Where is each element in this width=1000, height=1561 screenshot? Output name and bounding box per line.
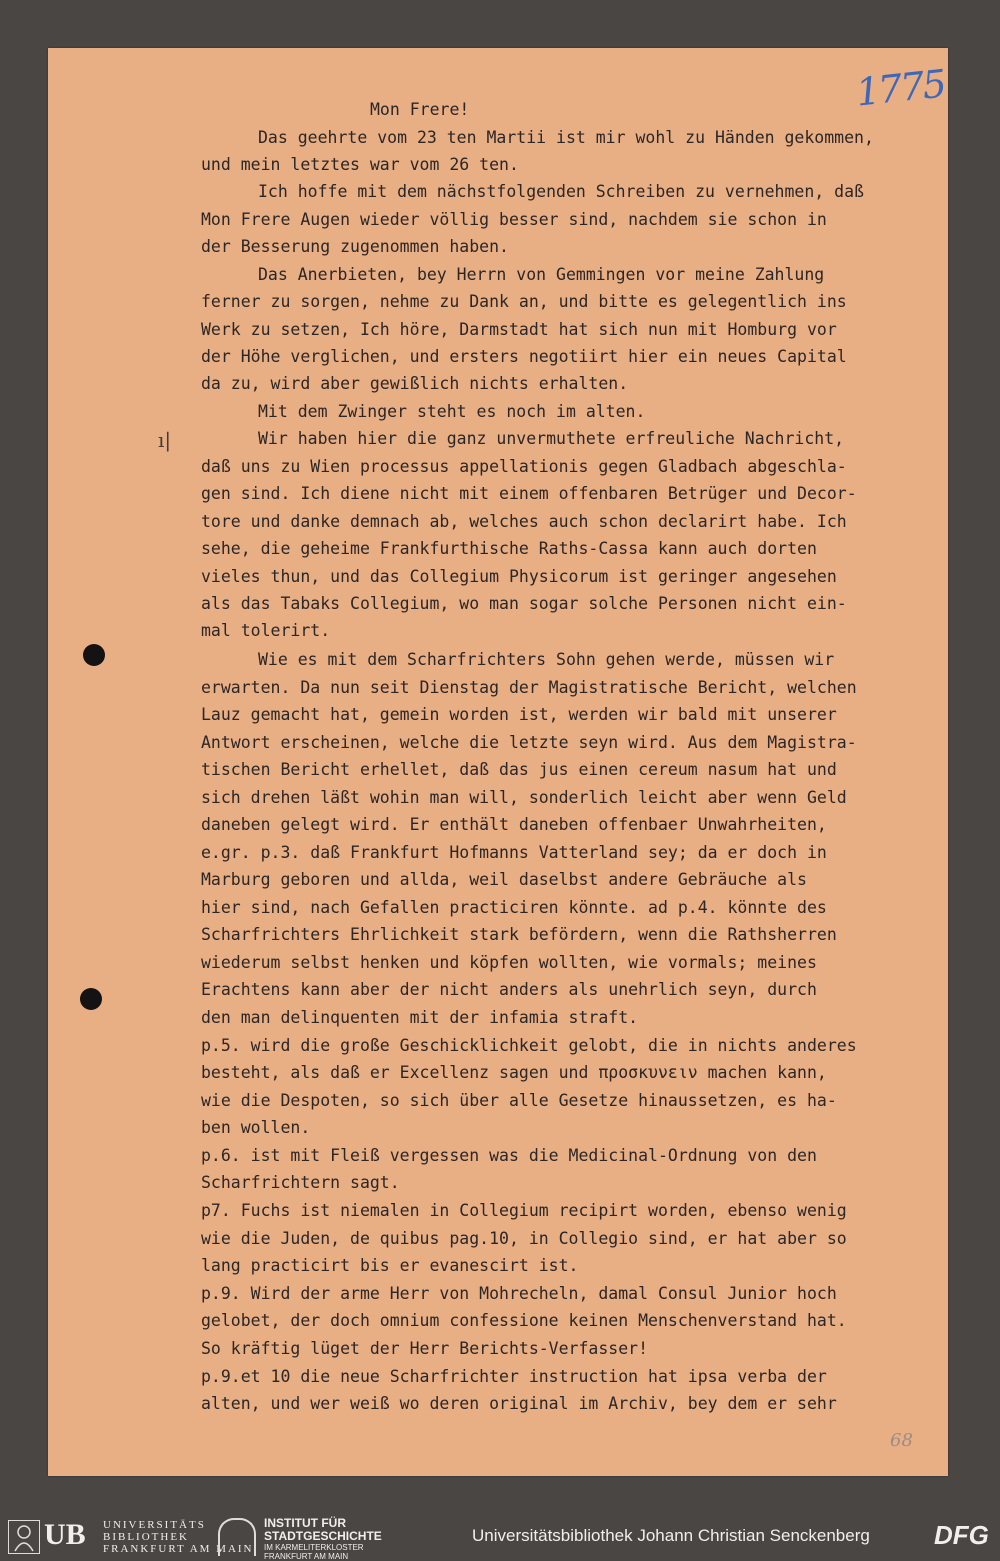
text-line: Lauz gemacht hat, gemein worden ist, werden wir bald mit unserer bbox=[201, 705, 837, 724]
text-line: lang practicirt bis er evanescirt ist. bbox=[201, 1256, 579, 1275]
text-line: Erachtens kann aber der nicht anders als unehrlich seyn, durch bbox=[201, 980, 817, 999]
text-line: wie die Juden, de quibus pag.10, in Collegio sind, er hat aber so bbox=[201, 1229, 847, 1248]
text-line: e.gr. p.3. daß Frankfurt Hofmanns Vatterland sey; da er doch in bbox=[201, 843, 827, 862]
ub-logo[interactable] bbox=[8, 1518, 254, 1556]
text-line: sehe, die geheime Frankfurthische Raths-Cassa kann auch dorten bbox=[201, 539, 817, 558]
isg-line-3: IM KARMELITERKLOSTER bbox=[264, 1543, 364, 1552]
text-line: daneben gelegt wird. Er enthält daneben offenbaer Unwahrheiten, bbox=[201, 815, 827, 834]
text-line: Antwort erscheinen, welche die letzte seyn wird. Aus dem Magistra- bbox=[201, 733, 857, 752]
text-line: Wie es mit dem Scharfrichters Sohn gehen werde, müssen wir bbox=[258, 650, 835, 669]
text-line: tore und danke demnach ab, welches auch schon declarirt habe. Ich bbox=[201, 512, 847, 531]
text-line: tischen Bericht erhellet, daß das jus einen cereum nasum hat und bbox=[201, 760, 837, 779]
text-line: alten, und wer weiß wo deren original im Archiv, bey dem er sehr bbox=[201, 1394, 837, 1413]
text-line: p.5. wird die große Geschicklichkeit gelobt, die in nichts anderes bbox=[201, 1036, 857, 1055]
text-line: Mon Frere Augen wieder völlig besser sind, nachdem sie schon in bbox=[201, 210, 827, 229]
isg-line-2: STADTGESCHICHTE bbox=[264, 1529, 382, 1543]
text-line: p.9. Wird der arme Herr von Mohrecheln, damal Consul Junior hoch bbox=[201, 1284, 837, 1303]
text-line: Ich hoffe mit dem nächstfolgenden Schreiben zu vernehmen, daß bbox=[258, 182, 864, 201]
ub-abbreviation: UB bbox=[44, 1518, 86, 1551]
text-line: da zu, wird aber gewißlich nichts erhalten. bbox=[201, 374, 629, 393]
text-line: Mon Frere! bbox=[370, 100, 470, 119]
text-line: So kräftig lüget der Herr Berichts-Verfasser! bbox=[201, 1339, 649, 1358]
folio-number: 1775 bbox=[853, 61, 947, 115]
text-line: besteht, als daß er Excellenz sagen und προσκυνειν machen kann, bbox=[201, 1063, 827, 1082]
text-line: Werk zu setzen, Ich höre, Darmstadt hat sich nun mit Homburg vor bbox=[201, 320, 837, 339]
page-number: 68 bbox=[890, 1430, 913, 1451]
text-line: Das Anerbieten, bey Herrn von Gemmingen vor meine Zahlung bbox=[258, 265, 825, 284]
text-line: Mit dem Zwinger steht es noch im alten. bbox=[258, 402, 646, 421]
text-line: den man delinquenten mit der infamia straft. bbox=[201, 1008, 639, 1027]
isg-logo[interactable] bbox=[218, 1516, 458, 1561]
text-line: als das Tabaks Collegium, wo man sogar solche Personen nicht ein- bbox=[201, 594, 847, 613]
text-line: vieles thun, und das Collegium Physicorum ist geringer angesehen bbox=[201, 567, 837, 586]
text-line: gen sind. Ich diene nicht mit einem offenbaren Betrüger und Decor- bbox=[201, 484, 857, 503]
dfg-logo[interactable]: DFG bbox=[934, 1520, 989, 1550]
text-line: erwarten. Da nun seit Dienstag der Magistratische Bericht, welchen bbox=[201, 678, 857, 697]
text-line: der Höhe verglichen, und ersters negotiirt hier ein neues Capital bbox=[201, 347, 847, 366]
text-line: wie die Despoten, so sich über alle Gesetze hinaussetzen, es ha- bbox=[201, 1091, 837, 1110]
text-line: p7. Fuchs ist niemalen in Collegium recipirt worden, ebenso wenig bbox=[201, 1201, 847, 1220]
margin-mark: ı| bbox=[158, 428, 172, 452]
text-line: hier sind, nach Gefallen practiciren könnte. ad p.4. könnte des bbox=[201, 898, 827, 917]
isg-line-1: INSTITUT FÜR bbox=[264, 1516, 346, 1530]
text-line: ben wollen. bbox=[201, 1118, 311, 1137]
text-line: ferner zu sorgen, nehme zu Dank an, und bitte es gelegentlich ins bbox=[201, 292, 847, 311]
text-line: und mein letztes war vom 26 ten. bbox=[201, 155, 519, 174]
ub-line-3: FRANKFURT AM MAIN bbox=[103, 1543, 254, 1555]
footer-library-title[interactable]: Universitätsbibliothek Johann Christian Senckenberg bbox=[472, 1526, 870, 1545]
text-line: p.6. ist mit Fleiß vergessen was die Medicinal-Ordnung von den bbox=[201, 1146, 817, 1165]
text-line: Marburg geboren und allda, weil daselbst andere Gebräuche als bbox=[201, 870, 807, 889]
text-line: sich drehen läßt wohin man will, sonderlich leicht aber wenn Geld bbox=[201, 788, 847, 807]
ub-line-2: BIBLIOTHEK bbox=[103, 1531, 189, 1543]
text-line: Scharfrichtern sagt. bbox=[201, 1173, 400, 1192]
text-line: daß uns zu Wien processus appellationis gegen Gladbach abgeschla- bbox=[201, 457, 847, 476]
text-line: Scharfrichters Ehrlichkeit stark befördern, wenn die Rathsherren bbox=[201, 925, 837, 944]
ub-seal-icon bbox=[8, 1520, 40, 1554]
arch-icon bbox=[218, 1518, 256, 1556]
text-line: Das geehrte vom 23 ten Martii ist mir wohl zu Händen gekommen, bbox=[258, 128, 874, 147]
text-line: mal tolerirt. bbox=[201, 621, 331, 640]
text-line: der Besserung zugenommen haben. bbox=[201, 237, 509, 256]
text-line: p.9.et 10 die neue Scharfrichter instruction hat ipsa verba der bbox=[201, 1367, 827, 1386]
text-line: gelobet, der doch omnium confessione keinen Menschenverstand hat. bbox=[201, 1311, 847, 1330]
text-line: wiederum selbst henken und köpfen wollten, wie vormals; meines bbox=[201, 953, 817, 972]
text-line: Wir haben hier die ganz unvermuthete erfreuliche Nachricht, bbox=[258, 429, 845, 448]
ub-line-1: UNIVERSITÄTS bbox=[103, 1519, 206, 1531]
isg-line-4: FRANKFURT AM MAIN bbox=[264, 1552, 349, 1561]
